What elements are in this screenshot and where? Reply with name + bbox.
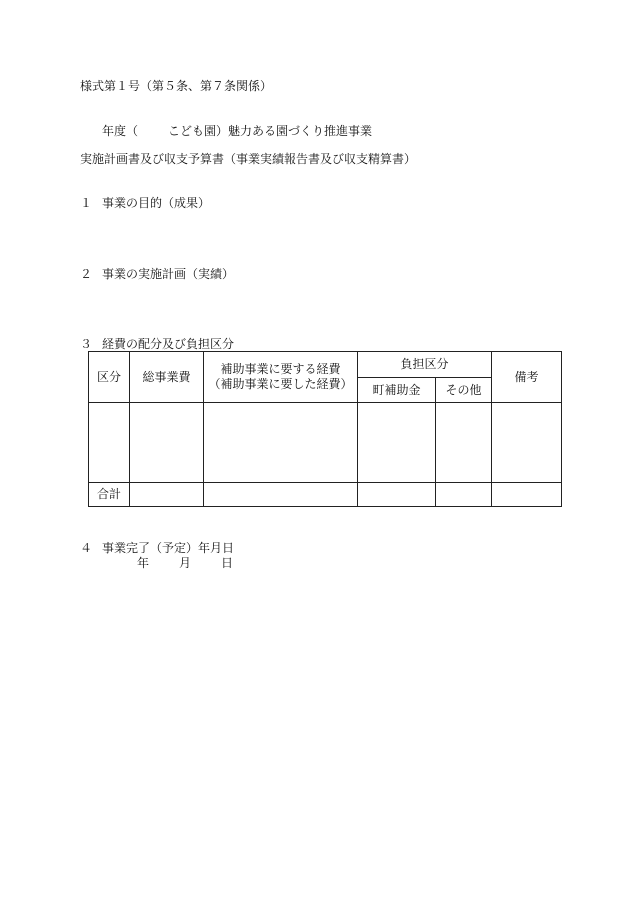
fiscal-year-label: 年度（ <box>102 124 139 138</box>
day-label: 日 <box>221 556 234 570</box>
section-number: １ <box>80 196 93 210</box>
total-cell-subsidized-cost[interactable] <box>204 483 358 507</box>
header-subsidized-cost-line1: 補助事業に要する経費 <box>220 362 341 376</box>
cell-category[interactable] <box>89 403 130 483</box>
header-town-subsidy: 町補助金 <box>358 378 436 403</box>
total-cell-remarks[interactable] <box>492 483 562 507</box>
section-purpose <box>80 196 210 210</box>
total-cell-town-subsidy[interactable] <box>358 483 436 507</box>
header-category: 区分 <box>89 352 130 403</box>
cell-subsidized-cost[interactable] <box>204 403 358 483</box>
header-subsidized-cost-line2: （補助事業に要した経費） <box>208 377 353 391</box>
header-subsidized-cost <box>204 352 358 403</box>
table-row <box>89 403 562 483</box>
header-burden: 負担区分 <box>358 352 492 378</box>
section-title: 事業完了（予定）年月日 <box>102 541 235 555</box>
cell-total-cost[interactable] <box>130 403 204 483</box>
section-title: 経費の配分及び負担区分 <box>102 337 235 351</box>
month-label: 月 <box>179 556 192 570</box>
cell-remarks[interactable] <box>492 403 562 483</box>
section-plan <box>80 267 234 281</box>
total-cell-other[interactable] <box>436 483 492 507</box>
header-total-cost: 総事業費 <box>130 352 204 403</box>
header-other: その他 <box>436 378 492 403</box>
program-name: こども園）魅力ある園づくり推進事業 <box>168 124 373 138</box>
expense-table <box>88 351 562 507</box>
year-label: 年 <box>137 556 150 570</box>
section-number: ３ <box>80 337 93 351</box>
section-expenses <box>80 337 234 351</box>
total-row-label: 合計 <box>89 483 130 507</box>
section-number: ２ <box>80 267 93 281</box>
section-title: 事業の目的（成果） <box>102 196 211 210</box>
section-title: 事業の実施計画（実績） <box>102 267 235 281</box>
total-row <box>89 483 562 507</box>
section-completion-date <box>80 541 234 555</box>
form-number: 様式第１号（第５条、第７条関係） <box>80 79 273 93</box>
header-remarks: 備考 <box>492 352 562 403</box>
total-cell-total-cost[interactable] <box>130 483 204 507</box>
cell-town-subsidy[interactable] <box>358 403 436 483</box>
completion-date-fields <box>137 556 233 570</box>
cell-other[interactable] <box>436 403 492 483</box>
document-title <box>102 124 372 138</box>
document-subtitle: 実施計画書及び収支予算書（事業実績報告書及び収支精算書） <box>80 152 417 166</box>
section-number: ４ <box>80 541 93 555</box>
